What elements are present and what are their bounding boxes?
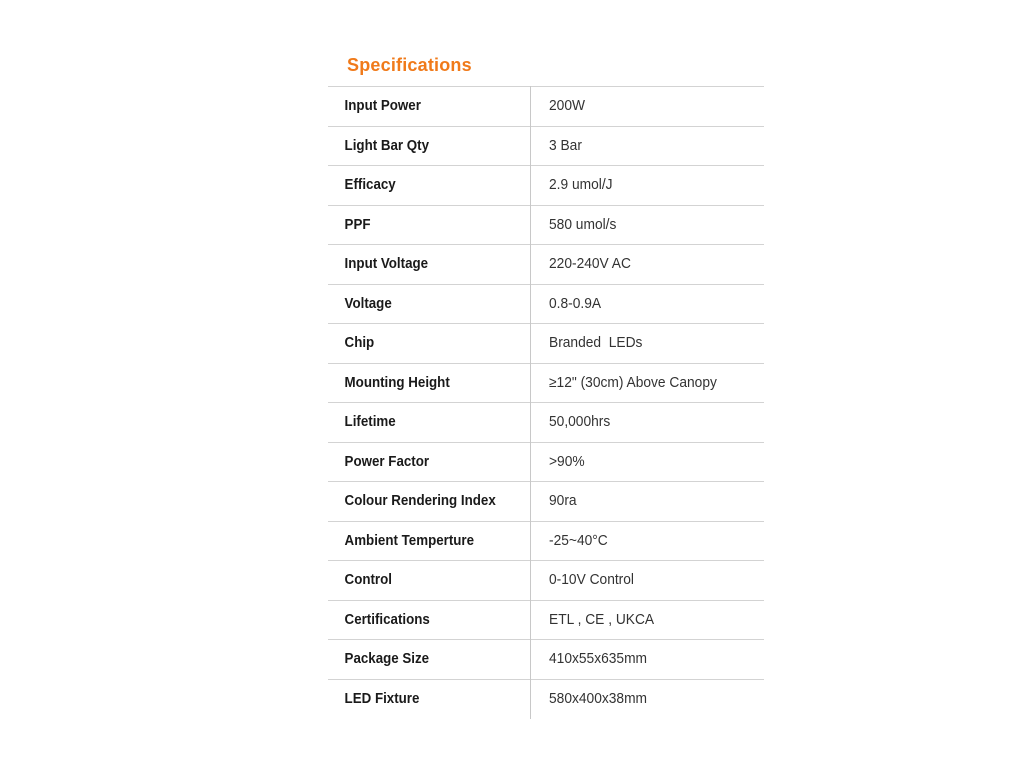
- spec-value-text: >90%: [549, 453, 585, 470]
- spec-label: Lifetime: [344, 414, 396, 431]
- spec-value: [531, 442, 765, 482]
- spec-value-text: 220-240V AC: [549, 256, 631, 273]
- spec-label: Control: [344, 572, 392, 589]
- spec-value: [531, 166, 765, 206]
- spec-value: [531, 284, 765, 324]
- spec-value-text: -25~40°C: [549, 532, 608, 549]
- spec-value: [531, 363, 765, 403]
- spec-value-text: 200W: [549, 98, 585, 115]
- table-row: [328, 166, 764, 206]
- spec-value: [531, 126, 765, 166]
- specifications-table: [328, 86, 764, 719]
- table-row: [328, 126, 764, 166]
- spec-value: [531, 87, 765, 127]
- spec-label: PPF: [344, 216, 371, 233]
- spec-label: LED Fixture: [344, 691, 420, 707]
- spec-value-text: 580 umol/s: [549, 216, 617, 233]
- spec-value: [531, 403, 765, 443]
- table-row: [328, 521, 764, 561]
- spec-value: [531, 600, 765, 640]
- spec-label: Power Factor: [344, 453, 430, 470]
- table-row: [328, 205, 764, 245]
- spec-label: Package Size: [344, 651, 430, 668]
- spec-value-text: 0.8-0.9A: [549, 295, 602, 312]
- spec-label: Chip: [344, 335, 375, 352]
- spec-label: Light Bar Qty: [344, 137, 430, 154]
- spec-label: Input Voltage: [344, 256, 429, 273]
- table-row: [328, 245, 764, 285]
- spec-value: [531, 245, 765, 285]
- table-row: [328, 482, 764, 522]
- table-row: [328, 679, 764, 719]
- spec-value-text: ETL , CE , UKCA: [549, 611, 655, 628]
- spec-label: Input Power: [344, 98, 421, 115]
- table-row: [328, 600, 764, 640]
- spec-value-text: Branded LEDs: [549, 335, 643, 352]
- spec-value: [531, 521, 765, 561]
- table-row: [328, 324, 764, 364]
- spec-label: Ambient Temperture: [344, 532, 475, 549]
- table-row: [328, 87, 764, 127]
- spec-label: Mounting Height: [344, 374, 450, 391]
- spec-value-text: 580x400x38mm: [549, 691, 648, 707]
- spec-value-text: 0-10V Control: [549, 572, 634, 589]
- spec-value-text: 410x55x635mm: [549, 651, 648, 668]
- spec-value-text: ≥12" (30cm) Above Canopy: [549, 374, 717, 391]
- spec-value: [531, 482, 765, 522]
- spec-value: [531, 679, 765, 719]
- spec-value: [531, 561, 765, 601]
- table-row: [328, 442, 764, 482]
- table-row: [328, 403, 764, 443]
- specifications-title: Specifications: [347, 55, 472, 75]
- table-row: [328, 284, 764, 324]
- spec-value-text: 2.9 umol/J: [549, 177, 613, 194]
- spec-label: Colour Rendering Index: [344, 493, 496, 510]
- spec-value: [531, 640, 765, 680]
- spec-label: Voltage: [344, 295, 392, 312]
- spec-label: Efficacy: [344, 177, 396, 194]
- table-row: [328, 640, 764, 680]
- spec-label: Certifications: [344, 611, 430, 628]
- spec-value-text: 50,000hrs: [549, 414, 611, 431]
- table-row: [328, 561, 764, 601]
- spec-value-text: 90ra: [549, 493, 577, 510]
- spec-value-text: 3 Bar: [549, 137, 582, 154]
- table-row: [328, 363, 764, 403]
- spec-value: [531, 205, 765, 245]
- spec-value: [531, 324, 765, 364]
